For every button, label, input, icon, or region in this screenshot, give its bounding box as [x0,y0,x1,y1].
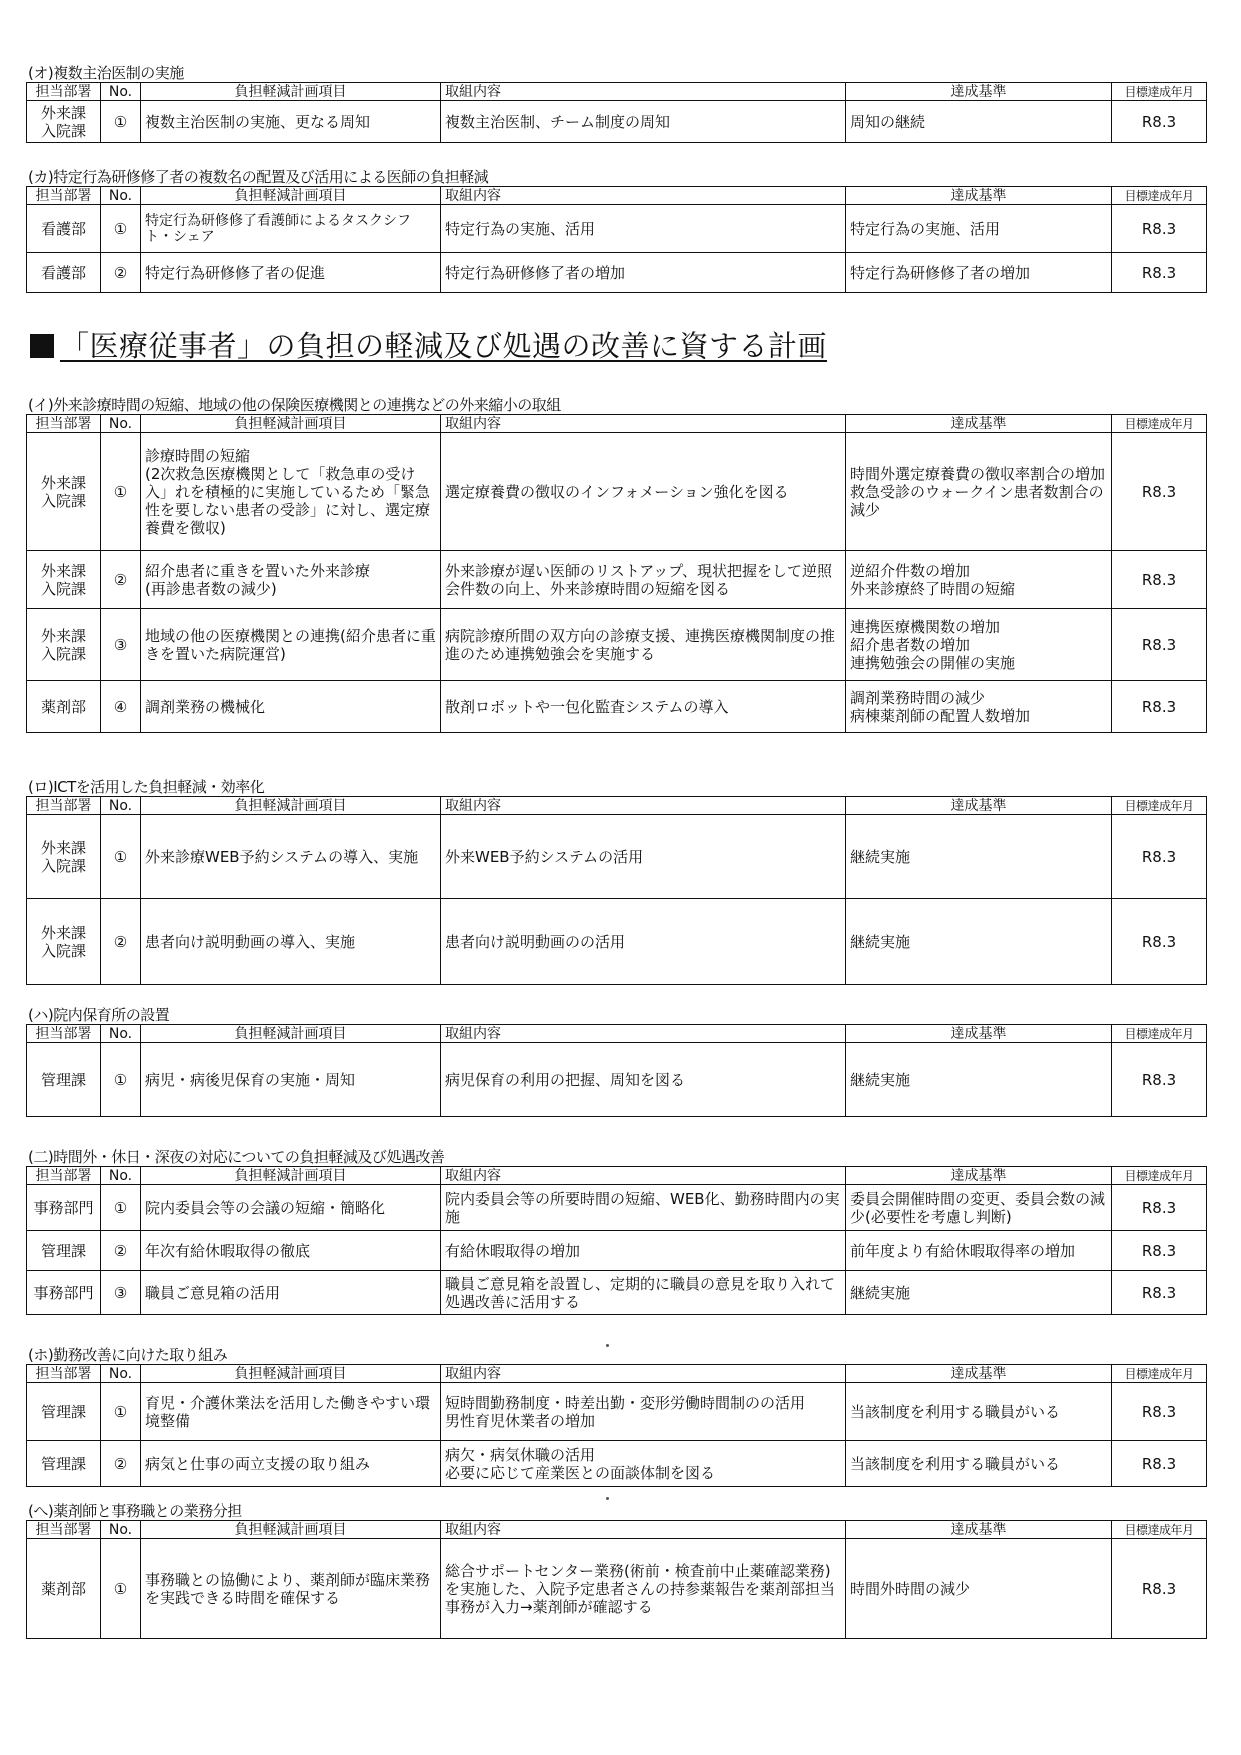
header-target: 目標達成年月 [1112,1167,1207,1185]
header-no: No. [101,1025,141,1043]
cell-item: 特定行為研修修了者の促進 [141,253,441,293]
cell-target: R8.3 [1112,1185,1207,1231]
cell-item: 紹介患者に重きを置いた外来診療 (再診患者数の減少) [141,551,441,609]
plan-table [26,796,1207,985]
table-row [27,1271,1207,1315]
cell-item: 院内委員会等の会議の短縮・簡略化 [141,1185,441,1231]
cell-target: R8.3 [1112,433,1207,551]
header-criteria: 達成基準 [846,1025,1112,1043]
cell-criteria: 委員会開催時間の変更、委員会数の減少(必要性を考慮し判断) [846,1185,1112,1231]
header-action: 取組内容 [441,83,846,101]
table-row [27,1539,1207,1639]
cell-no: ② [101,253,141,293]
cell-no: ① [101,101,141,143]
header-criteria: 達成基準 [846,797,1112,815]
cell-no: ① [101,1539,141,1639]
header-dept: 担当部署 [27,797,101,815]
section-title: (イ)外来診療時間の短縮、地域の他の保険医療機関との連携などの外来縮小の取組 [28,396,561,414]
cell-action: 散剤ロボットや一包化監査システムの導入 [441,681,846,733]
header-dept: 担当部署 [27,187,101,205]
cell-target: R8.3 [1112,551,1207,609]
plan-table [26,186,1207,293]
header-target: 目標達成年月 [1112,83,1207,101]
header-item: 負担軽減計画項目 [141,83,441,101]
cell-criteria: 調剤業務時間の減少 病棟薬剤師の配置人数増加 [846,681,1112,733]
cell-dept: 外来課 入院課 [27,815,101,899]
cell-item: 特定行為研修修了看護師によるタスクシフト・シェア [141,205,441,253]
header-no: No. [101,797,141,815]
cell-dept: 外来課 入院課 [27,433,101,551]
table-row [27,551,1207,609]
cell-action: 外来WEB予約システムの活用 [441,815,846,899]
cell-target: R8.3 [1112,205,1207,253]
header-item: 負担軽減計画項目 [141,1521,441,1539]
cell-dept: 事務部門 [27,1271,101,1315]
cell-criteria: 継続実施 [846,1043,1112,1117]
cell-target: R8.3 [1112,1231,1207,1271]
section-title: (ハ)院内保育所の設置 [28,1006,170,1024]
table-row [27,1231,1207,1271]
cell-action: 患者向け説明動画のの活用 [441,899,846,985]
header-no: No. [101,187,141,205]
cell-action: 病児保育の利用の把握、周知を図る [441,1043,846,1117]
table-header-row [27,1365,1207,1383]
cell-action: 短時間勤務制度・時差出勤・変形労働時間制のの活用 男性育児休業者の増加 [441,1383,846,1441]
header-target: 目標達成年月 [1112,1365,1207,1383]
header-item: 負担軽減計画項目 [141,415,441,433]
cell-item: 育児・介護休業法を活用した働きやすい環境整備 [141,1383,441,1441]
cell-action: 特定行為研修修了者の増加 [441,253,846,293]
cell-no: ① [101,205,141,253]
cell-dept: 薬剤部 [27,681,101,733]
cell-action: 外来診療が遅い医師のリストアップ、現状把握をして逆照会件数の向上、外来診療時間の短縮を図る [441,551,846,609]
cell-target: R8.3 [1112,1043,1207,1117]
cell-target: R8.3 [1112,1383,1207,1441]
cell-item: 外来診療WEB予約システムの導入、実施 [141,815,441,899]
cell-item: 複数主治医制の実施、更なる周知 [141,101,441,143]
header-criteria: 達成基準 [846,1167,1112,1185]
cell-criteria: 継続実施 [846,899,1112,985]
cell-no: ① [101,1383,141,1441]
cell-criteria: 逆紹介件数の増加 外来診療終了時間の短縮 [846,551,1112,609]
cell-target: R8.3 [1112,253,1207,293]
cell-dept: 管理課 [27,1383,101,1441]
cell-dept: 事務部門 [27,1185,101,1231]
section-title: (カ)特定行為研修修了者の複数名の配置及び活用による医師の負担軽減 [28,168,489,186]
header-action: 取組内容 [441,1521,846,1539]
table-row [27,1383,1207,1441]
section-title: (オ)複数主治医制の実施 [28,64,184,82]
cell-target: R8.3 [1112,1539,1207,1639]
cell-dept: 看護部 [27,205,101,253]
header-item: 負担軽減計画項目 [141,1167,441,1185]
header-criteria: 達成基準 [846,83,1112,101]
cell-action: 選定療養費の徴収のインフォメーション強化を図る [441,433,846,551]
cell-target: R8.3 [1112,815,1207,899]
cell-no: ① [101,1185,141,1231]
cell-item: 年次有給休暇取得の徹底 [141,1231,441,1271]
cell-criteria: 周知の継続 [846,101,1112,143]
cell-criteria: 時間外選定療養費の徴収率割合の増加 救急受診のウォークイン患者数割合の減少 [846,433,1112,551]
header-dept: 担当部署 [27,1365,101,1383]
cell-no: ② [101,551,141,609]
cell-criteria: 前年度より有給休暇取得率の増加 [846,1231,1112,1271]
plan-table [26,82,1207,143]
table-header-row [27,797,1207,815]
cell-action: 特定行為の実施、活用 [441,205,846,253]
cell-no: ① [101,1043,141,1117]
cell-item: 病気と仕事の両立支援の取り組み [141,1441,441,1487]
cell-dept: 外来課 入院課 [27,899,101,985]
plan-table [26,1364,1207,1487]
header-target: 目標達成年月 [1112,415,1207,433]
header-action: 取組内容 [441,797,846,815]
cell-no: ① [101,433,141,551]
table-header-row [27,83,1207,101]
table-row [27,1043,1207,1117]
plan-table [26,1166,1207,1315]
cell-criteria: 連携医療機関数の増加 紹介患者数の増加 連携勉強会の開催の実施 [846,609,1112,681]
table-header-row [27,1025,1207,1043]
cell-action: 院内委員会等の所要時間の短縮、WEB化、勤務時間内の実施 [441,1185,846,1231]
cell-dept: 薬剤部 [27,1539,101,1639]
cell-dept: 管理課 [27,1043,101,1117]
cell-action: 複数主治医制、チーム制度の周知 [441,101,846,143]
header-dept: 担当部署 [27,1167,101,1185]
cell-criteria: 特定行為研修修了者の増加 [846,253,1112,293]
header-no: No. [101,415,141,433]
cell-action: 有給休暇取得の増加 [441,1231,846,1271]
table-row [27,101,1207,143]
header-item: 負担軽減計画項目 [141,1025,441,1043]
cell-item: 事務職との協働により、薬剤師が臨床業務を実践できる時間を確保する [141,1539,441,1639]
header-action: 取組内容 [441,1365,846,1383]
cell-dept: 管理課 [27,1231,101,1271]
cell-criteria: 継続実施 [846,1271,1112,1315]
cell-item: 調剤業務の機械化 [141,681,441,733]
cell-item: 患者向け説明動画の導入、実施 [141,899,441,985]
cell-action: 病院診療所間の双方向の診療支援、連携医療機関制度の推進のため連携勉強会を実施する [441,609,846,681]
plan-table [26,414,1207,733]
cell-no: ③ [101,1271,141,1315]
plan-table [26,1024,1207,1117]
cell-no: ② [101,899,141,985]
scan-dot [606,1344,609,1347]
header-dept: 担当部署 [27,83,101,101]
cell-no: ① [101,815,141,899]
section-title: (へ)薬剤師と事務職との業務分担 [28,1502,242,1520]
cell-action: 病欠・病気休職の活用 必要に応じて産業医との面談体制を図る [441,1441,846,1487]
cell-target: R8.3 [1112,101,1207,143]
header-dept: 担当部署 [27,1025,101,1043]
cell-criteria: 当該制度を利用する職員がいる [846,1441,1112,1487]
main-heading [30,328,827,364]
cell-target: R8.3 [1112,899,1207,985]
main-heading-text: 「医療従事者」の負担の軽減及び処遇の改善に資する計画 [60,329,828,363]
cell-action: 総合サポートセンター業務(術前・検査前中止薬確認業務)を実施した、入院予定患者さんの持参薬報告を薬剤部担当事務が入力→薬剤師が確認する [441,1539,846,1639]
cell-action: 職員ご意見箱を設置し、定期的に職員の意見を取り入れて処遇改善に活用する [441,1271,846,1315]
cell-target: R8.3 [1112,609,1207,681]
table-row [27,253,1207,293]
header-target: 目標達成年月 [1112,1025,1207,1043]
cell-criteria: 特定行為の実施、活用 [846,205,1112,253]
header-dept: 担当部署 [27,1521,101,1539]
header-action: 取組内容 [441,1167,846,1185]
table-header-row [27,415,1207,433]
header-no: No. [101,1521,141,1539]
section-title: (ホ)勤務改善に向けた取り組み [28,1346,228,1364]
cell-dept: 管理課 [27,1441,101,1487]
cell-item: 病児・病後児保育の実施・周知 [141,1043,441,1117]
header-criteria: 達成基準 [846,1365,1112,1383]
cell-item: 診療時間の短縮 (2次救急医療機関として「救急車の受け入」れを積極的に実施しているため「緊急性を要しない患者の受診」に対し、選定療養費を徴収) [141,433,441,551]
section-title: (ロ)ICTを活用した負担軽減・効率化 [28,778,265,796]
header-target: 目標達成年月 [1112,187,1207,205]
table-row [27,1185,1207,1231]
table-row [27,815,1207,899]
table-header-row [27,187,1207,205]
header-no: No. [101,83,141,101]
cell-target: R8.3 [1112,681,1207,733]
cell-target: R8.3 [1112,1441,1207,1487]
section-title: (二)時間外・休日・深夜の対応についての負担軽減及び処遇改善 [28,1148,445,1166]
table-header-row [27,1167,1207,1185]
table-row [27,899,1207,985]
cell-item: 職員ご意見箱の活用 [141,1271,441,1315]
header-no: No. [101,1365,141,1383]
cell-dept: 外来課 入院課 [27,551,101,609]
cell-item: 地域の他の医療機関との連携(紹介患者に重きを置いた病院運営) [141,609,441,681]
header-dept: 担当部署 [27,415,101,433]
header-target: 目標達成年月 [1112,1521,1207,1539]
header-item: 負担軽減計画項目 [141,797,441,815]
scan-dot [606,1497,609,1500]
cell-no: ③ [101,609,141,681]
header-item: 負担軽減計画項目 [141,1365,441,1383]
cell-criteria: 当該制度を利用する職員がいる [846,1383,1112,1441]
cell-no: ④ [101,681,141,733]
header-action: 取組内容 [441,187,846,205]
header-item: 負担軽減計画項目 [141,187,441,205]
black-square-icon [30,334,54,358]
cell-criteria: 時間外時間の減少 [846,1539,1112,1639]
header-criteria: 達成基準 [846,415,1112,433]
cell-dept: 看護部 [27,253,101,293]
table-row [27,205,1207,253]
cell-no: ② [101,1231,141,1271]
header-no: No. [101,1167,141,1185]
cell-dept: 外来課 入院課 [27,101,101,143]
cell-target: R8.3 [1112,1271,1207,1315]
header-action: 取組内容 [441,1025,846,1043]
table-row [27,433,1207,551]
table-header-row [27,1521,1207,1539]
cell-dept: 外来課 入院課 [27,609,101,681]
header-criteria: 達成基準 [846,1521,1112,1539]
plan-table [26,1520,1207,1639]
table-row [27,681,1207,733]
header-action: 取組内容 [441,415,846,433]
cell-criteria: 継続実施 [846,815,1112,899]
header-target: 目標達成年月 [1112,797,1207,815]
cell-no: ② [101,1441,141,1487]
table-row [27,609,1207,681]
table-row [27,1441,1207,1487]
header-criteria: 達成基準 [846,187,1112,205]
